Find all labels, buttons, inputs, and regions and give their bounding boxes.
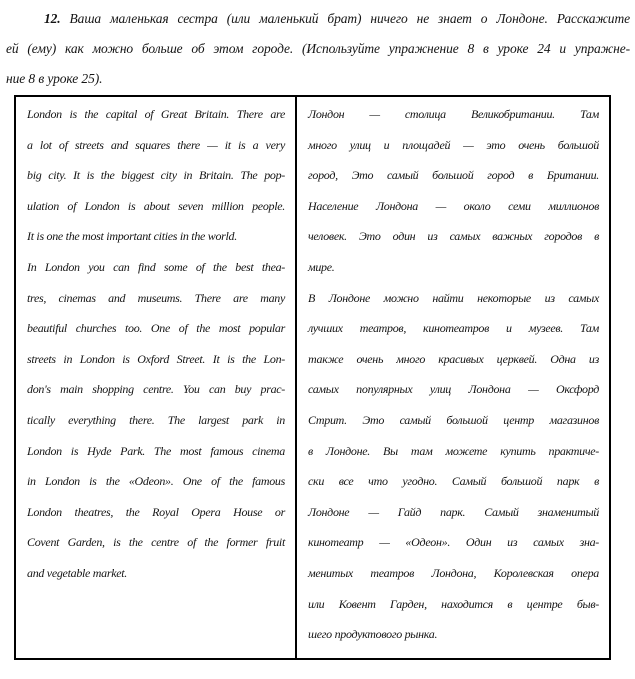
english-text-column (16, 97, 297, 658)
text-line: менитых театров Лондона, Королевская опера (308, 565, 599, 580)
text-line: лучших театров, кинотеатров и музеев. Там (308, 321, 599, 336)
text-line: самых популярных улиц Лондона — Оксфорд (308, 382, 599, 397)
text-line: It is one the most important cities in the world. (27, 229, 237, 244)
text-line: также очень много красивых церквей. Одна из (308, 351, 599, 366)
task-header (6, 4, 630, 94)
text-line: шего продуктового рынка. (308, 627, 438, 642)
text-line: ulation of London is about seven million people. (27, 198, 285, 213)
text-line: Население Лондона — около семи миллионов (308, 198, 599, 213)
text-line: London is the capital of Great Britain. There are (27, 107, 285, 121)
text-line: кинотеатр — «Одеон». Один из самых зна- (308, 535, 599, 550)
text-line: ски все что угодно. Самый большой парк в (308, 474, 599, 489)
text-line: Covent Garden, is the centre of the former fruit (27, 535, 285, 550)
russian-text-column (297, 97, 609, 658)
text-line: Лондоне — Гайд парк. Самый знаменитый (308, 504, 599, 519)
text-line: много улиц и площадей — это очень большой (308, 137, 599, 152)
text-line: мире. (308, 259, 335, 274)
text-line: tically everything there. The largest park in (27, 412, 285, 427)
text-line: In London you can find some of the best thea- (27, 259, 285, 274)
text-line: город, Это самый большой город в Британии. (308, 168, 599, 183)
text-line: В Лондоне можно найти некоторые из самых (308, 290, 599, 305)
text-line: don's main shopping centre. You can buy prac- (27, 382, 285, 397)
text-line: and vegetable market. (27, 565, 127, 580)
text-line: London theatres, the Royal Opera House or (27, 504, 285, 519)
text-line: tres, cinemas and museums. There are many (27, 290, 285, 305)
text-line: London is Hyde Park. The most famous cinema (27, 443, 285, 458)
text-line: человек. Это один из самых важных городов в (308, 229, 599, 244)
text-line: в Лондоне. Вы там можете купить практиче- (308, 443, 599, 458)
text-line: a lot of streets and squares there — it is a very (27, 137, 285, 152)
translation-table (14, 95, 611, 660)
text-line: beautiful churches too. One of the most popular (27, 321, 285, 336)
task-header-line: 12. Ваша маленькая сестра (или маленький брат) ничего не знает о Лондоне. Расскажите (44, 11, 630, 26)
text-line: Лондон — столица Великобритании. Там (308, 107, 599, 121)
text-line: streets in London is Oxford Street. It is the Lon- (27, 351, 285, 366)
exercise-number: 12. (44, 11, 70, 26)
task-header-line: ей (ему) как можно больше об этом городе. (Используйте упражнение 8 в уроке 24 и упражне- (6, 41, 630, 56)
text-line: big city. It is the biggest city in Britain. The pop- (27, 168, 285, 183)
text-line: или Ковент Гарден, находится в центре быв- (308, 596, 599, 611)
task-header-line: ние 8 в уроке 25). (6, 71, 103, 86)
text-line: Стрит. Это самый большой центр магазинов (308, 412, 599, 427)
text-line: in London is the «Odeon». One of the famous (27, 474, 285, 489)
